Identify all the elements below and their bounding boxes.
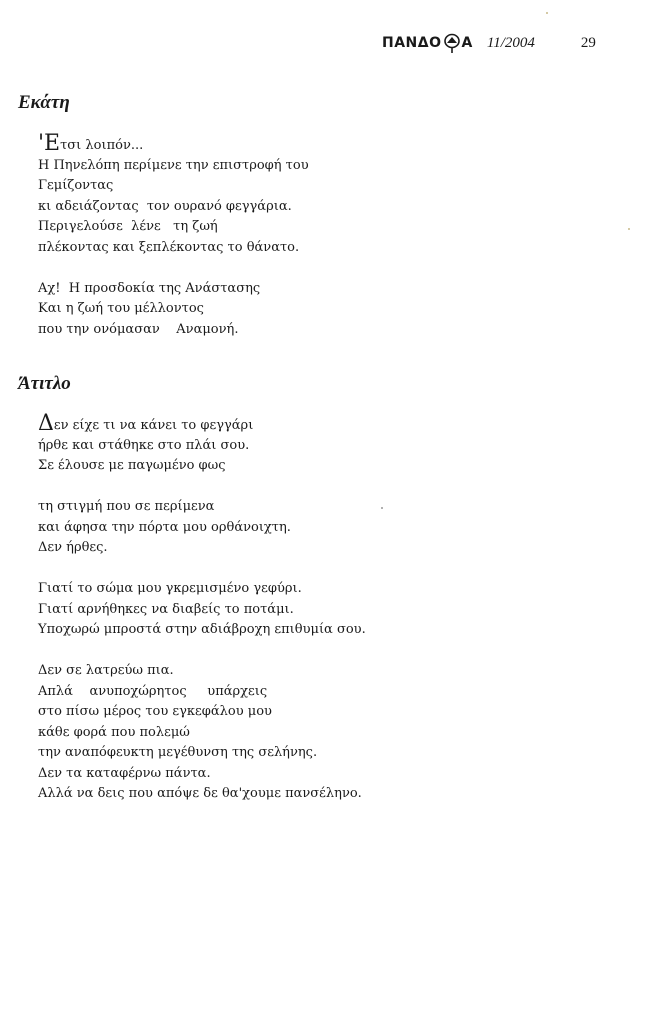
drop-cap: 'Ε xyxy=(38,131,61,156)
poem-line: Δεν ήρθες. xyxy=(38,540,108,555)
poem-line: Περιγελούσε λένε τη ζωή xyxy=(38,219,218,234)
poem-line: Αλλά να δεις που απόψε δε θα'χουμε πανσέληνο. xyxy=(38,786,362,801)
pandora-logo-icon xyxy=(443,33,461,53)
poem-line: κι αδειάζοντας τον ουρανό φεγγάρια. xyxy=(38,198,292,214)
magazine-name-right: Α xyxy=(461,35,473,51)
stanza xyxy=(38,411,366,477)
poem-line: Δεν είχε τι να κάνει το φεγγάρι xyxy=(38,411,254,436)
poem-line: κάθε φορά που πολεμώ xyxy=(38,724,190,740)
poem-ekati xyxy=(38,131,309,340)
stanza xyxy=(38,497,366,559)
poem-line: ήρθε και στάθηκε στο πλάι σου. xyxy=(38,437,250,453)
poem-line: Δεν τα καταφέρνω πάντα. xyxy=(38,765,211,781)
poem-atitlo xyxy=(38,411,366,805)
poem-line: που την ονόμασαν Αναμονή. xyxy=(38,321,239,337)
poem-line: τη στιγμή που σε περίμενα xyxy=(38,499,215,514)
poem-line: Δεν σε λατρεύω πια. xyxy=(38,663,174,678)
poem-line: Απλά ανυποχώρητος υπάρχεις xyxy=(38,683,268,699)
poem-line: Σε έλουσε με παγωμένο φως xyxy=(38,458,226,473)
poem-line: Γιατί αρνήθηκες να διαβείς το ποτάμι. xyxy=(38,601,294,617)
stanza xyxy=(38,579,366,641)
poem-line: Αχ! Η προσδοκία της Ανάστασης xyxy=(38,280,261,296)
issue-date: 11/2004 xyxy=(486,34,535,51)
poem-line: Γεμίζοντας xyxy=(38,178,114,193)
stanza xyxy=(38,131,309,258)
poem-line: Γιατί το σώμα μου γκρεμισμένο γεφύρι. xyxy=(38,581,302,596)
poem-title-ekati: Εκάτη xyxy=(18,92,70,113)
poem-line: και άφησα την πόρτα μου ορθάνοιχτη. xyxy=(38,519,291,535)
stanza xyxy=(38,661,366,805)
poem-line: στο πίσω μέρος του εγκεφάλου μου xyxy=(38,704,272,719)
stanza xyxy=(38,279,309,341)
poem-line: Η Πηνελόπη περίμενε την επιστροφή του xyxy=(38,157,309,173)
paper-speck xyxy=(546,12,548,14)
poem-line: πλέκοντας και ξεπλέκοντας το θάνατο. xyxy=(38,239,300,255)
poem-line: την αναπόφευκτη μεγέθυνση της σελήνης. xyxy=(38,745,318,760)
poem-line: Και η ζωή του μέλλοντος xyxy=(38,301,204,316)
poem-line: Υποχωρώ μπροστά στην αδιάβροχη επιθυμία σου. xyxy=(38,622,366,637)
page-number: 29 xyxy=(580,34,596,51)
magazine-name xyxy=(382,33,473,53)
drop-cap: Δ xyxy=(38,411,54,436)
paper-speck xyxy=(381,507,383,509)
poem-title-atitlo: Άτιτλο xyxy=(18,373,71,394)
page-header xyxy=(382,32,612,54)
poem-line: 'Ετσι λοιπόν... xyxy=(38,131,144,156)
magazine-name-left: ΠΑΝΔΟ xyxy=(382,35,442,51)
paper-speck xyxy=(628,228,630,230)
